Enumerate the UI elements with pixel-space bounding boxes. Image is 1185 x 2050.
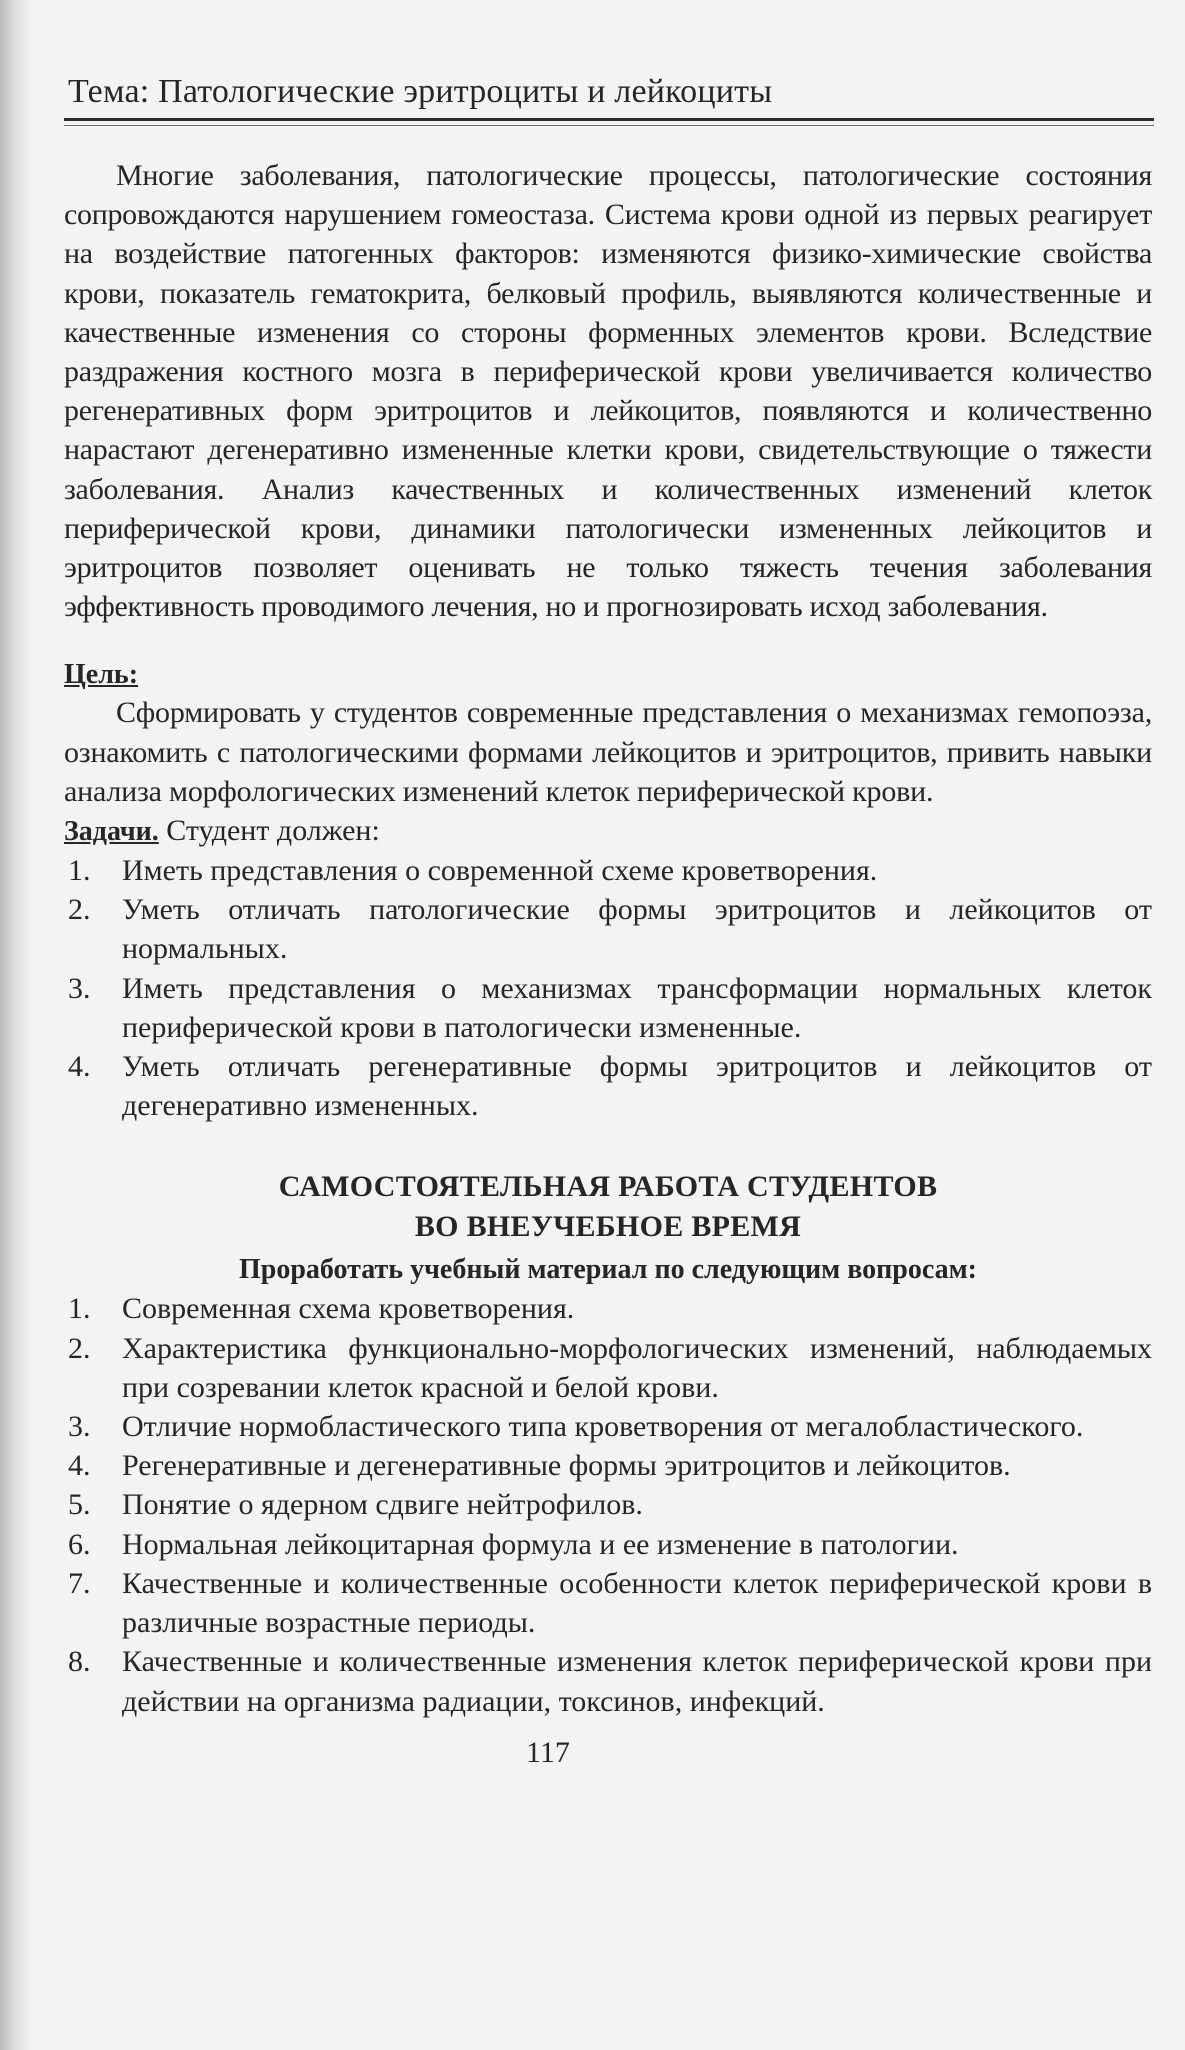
page-edge-shadow (0, 0, 32, 2050)
header-rule-thin (64, 125, 1154, 126)
goal-label-line (64, 656, 1152, 693)
list-item-number: 2. (68, 1331, 91, 1365)
list-item (64, 1525, 1152, 1564)
list-item-number: 4. (68, 1449, 91, 1483)
list-item-number: 7. (68, 1566, 91, 1600)
list-item-text: Современная схема кроветворения. (122, 1292, 575, 1326)
list-item-text: Понятие о ядерном сдвиге нейтрофилов. (122, 1488, 643, 1522)
list-item (64, 1047, 1152, 1125)
list-item (64, 1329, 1152, 1407)
list-item-text: Качественные и количественные изменения клеток периферической крови при действии на организма радиации, токсинов, инфекций. (122, 1645, 1152, 1718)
list-item (64, 969, 1152, 1047)
tasks-label-line (64, 811, 1152, 851)
list-item-text: Отличие нормобластического типа кроветворения от мегалобластического. (122, 1410, 1084, 1444)
header-rule (64, 118, 1154, 121)
list-item-text: Характеристика функционально-морфологических изменений, наблюдаемых при созревании клеток красной и белой крови. (122, 1331, 1152, 1404)
tasks-lead: Студент должен: (158, 814, 380, 848)
page-number: 117 (526, 1735, 570, 1769)
list-item-text: Качественные и количественные особенности клеток периферической крови в различные возрастные периоды. (122, 1566, 1152, 1640)
list-item-number: 1. (68, 1292, 91, 1326)
section-heading (64, 1167, 1152, 1247)
list-item (64, 1642, 1152, 1720)
questions-list (64, 1289, 1152, 1720)
list-item (64, 1564, 1152, 1642)
section-subheading: Проработать учебный материал по следующим вопросам: (239, 1254, 977, 1286)
list-item-number: 1. (68, 854, 91, 888)
list-item-text: Иметь представления о современной схеме кроветворения. (122, 854, 878, 888)
list-item-number: 5. (68, 1488, 91, 1522)
list-item (64, 851, 1152, 890)
tasks-list (64, 851, 1152, 1125)
goal-label: Цель: (64, 659, 139, 691)
list-item (64, 1407, 1152, 1446)
list-item-text: Иметь представления о механизмах трансформации нормальных клеток периферической крови в патологически измененные. (122, 971, 1152, 1044)
list-item-number: 6. (68, 1527, 91, 1561)
list-item-text: Регенеративные и дегенеративные формы эритроцитов и лейкоцитов. (122, 1449, 1011, 1483)
list-item-text: Уметь отличать регенеративные формы эритроцитов и лейкоцитов от дегенеративно измененных. (122, 1050, 1152, 1123)
list-item-number: 8. (68, 1645, 91, 1679)
document-page (64, 72, 1152, 1773)
list-item-number: 3. (68, 1410, 91, 1444)
list-item (64, 890, 1152, 968)
list-item (64, 1485, 1152, 1524)
list-item-text: Нормальная лейкоцитарная формула и ее изменение в патологии. (122, 1527, 959, 1561)
list-item-number: 2. (68, 893, 91, 927)
list-item-number: 4. (68, 1050, 91, 1084)
list-item-number: 3. (68, 971, 91, 1005)
goal-paragraph: Сформировать у студентов современные представления о механизмах гемопоэза, ознакомить с патологическими формами лейкоцитов и эритроцитов, привить навыки анализа морфологических изменений клеток периферической крови. (64, 696, 1152, 808)
list-item-text: Уметь отличать патологические формы эритроцитов и лейкоцитов от нормальных. (122, 893, 1152, 966)
list-item (64, 1446, 1152, 1485)
topic-title: Тема: Патологические эритроциты и лейкоциты (68, 73, 773, 110)
section-heading-line1: САМОСТОЯТЕЛЬНАЯ РАБОТА СТУДЕНТОВ (278, 1170, 938, 1204)
section-heading-line2: ВО ВНЕУЧЕБНОЕ ВРЕМЯ (414, 1210, 802, 1244)
list-item (64, 1289, 1152, 1328)
tasks-label: Задачи. (64, 816, 159, 848)
intro-paragraph: Многие заболевания, патологические процессы, патологические состояния сопровождаются нарушением гомеостаза. Система крови одной из первых реагирует на воздействие патогенных факторов: изменяются физико-химические свойства крови, показатель гематокрита, белковый профиль, выявляются количественные и качественные изменения со стороны форменных элементов крови. Вследствие раздражения костного мозга в периферической крови увеличивается количество регенеративных форм эритроцитов и лейкоцитов, появляются и количественно нарастают дегенеративно измененные клетки крови, свидетельствующие о тяжести заболевания. Анализ качественных и количественных изменений клеток периферической крови, динамики патологически измененных лейкоцитов и эритроцитов позволяет оценивать не только тяжесть течения заболевания эффективность проводимого лечения, но и прогнозировать исход заболевания. (64, 159, 1152, 624)
page-header (64, 72, 1152, 126)
